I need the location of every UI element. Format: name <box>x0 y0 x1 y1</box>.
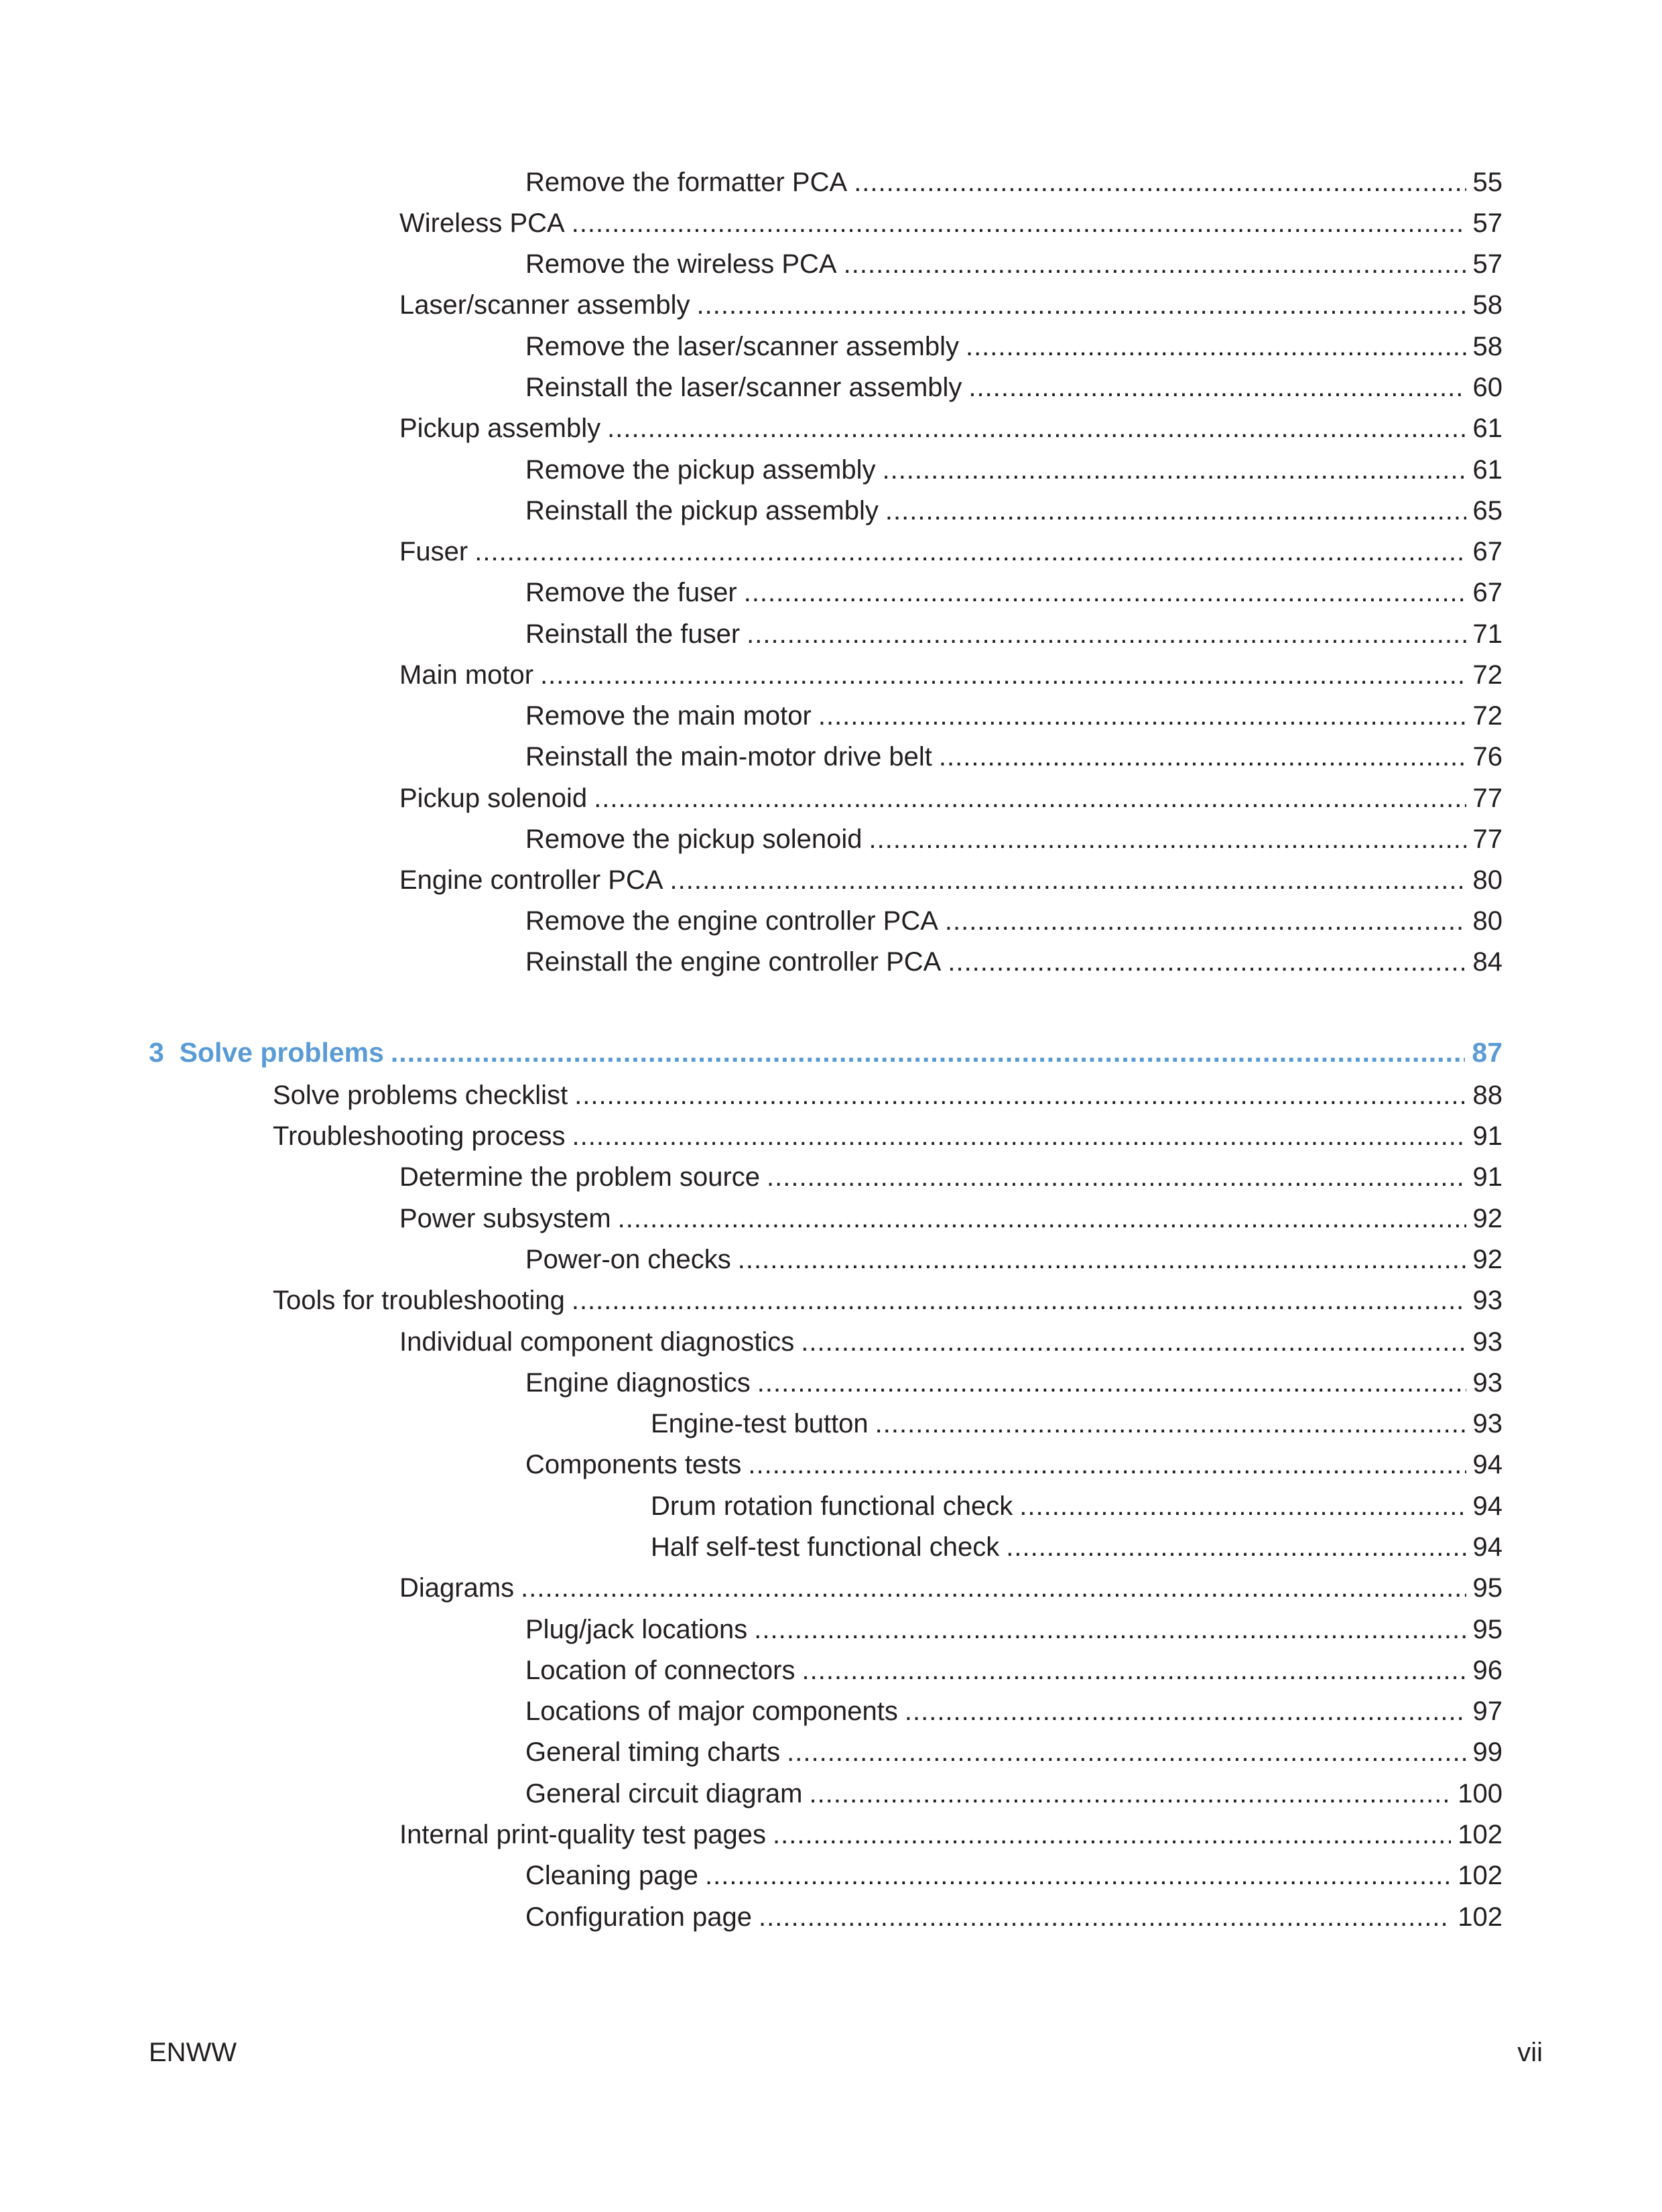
toc-entry[interactable] <box>525 1609 1503 1650</box>
toc-entry[interactable] <box>525 1445 1503 1485</box>
toc-entry-title: Remove the main motor <box>525 701 812 731</box>
toc-entry-page: 88 <box>1472 1081 1503 1110</box>
dot-leader <box>948 942 1466 982</box>
toc-entry[interactable] <box>399 285 1503 325</box>
dot-leader <box>391 1032 1465 1072</box>
toc-entry-page: 80 <box>1472 906 1503 936</box>
toc-entry-page: 60 <box>1472 373 1503 402</box>
toc-entry[interactable] <box>525 491 1503 531</box>
toc-entry-title: Remove the engine controller PCA <box>525 906 938 936</box>
toc-entry-page: 91 <box>1472 1162 1503 1192</box>
dot-leader <box>705 1855 1451 1896</box>
dot-leader <box>939 737 1466 777</box>
dot-leader <box>757 1363 1466 1403</box>
toc-entry-title: Reinstall the laser/scanner assembly <box>525 373 962 402</box>
toc-entry-page: 61 <box>1472 455 1503 485</box>
toc-entry-title: Half self-test functional check <box>651 1532 1000 1562</box>
dot-leader <box>748 1445 1466 1485</box>
toc-entry-page: 102 <box>1458 1902 1503 1932</box>
toc-entry[interactable] <box>399 778 1503 818</box>
toc-entry-title: Remove the wireless PCA <box>525 249 837 279</box>
toc-entry-title: Troubleshooting process <box>273 1121 566 1151</box>
dot-leader <box>767 1157 1466 1197</box>
toc-entry-title: Components tests <box>525 1450 742 1479</box>
toc-entry-title: Pickup solenoid <box>399 784 588 813</box>
toc-entry-title: Determine the problem source <box>399 1162 761 1192</box>
toc-entry-page: 72 <box>1472 701 1503 731</box>
toc-entry[interactable] <box>399 1568 1503 1608</box>
toc-entry[interactable] <box>525 696 1503 736</box>
toc-entry-page: 77 <box>1472 824 1503 854</box>
toc-entry[interactable] <box>525 1691 1503 1731</box>
toc-entry[interactable] <box>273 1075 1503 1115</box>
dot-leader <box>759 1897 1451 1937</box>
dot-leader <box>697 285 1466 325</box>
toc-entry[interactable] <box>525 819 1503 859</box>
toc-entry[interactable] <box>273 1116 1503 1156</box>
toc-entry[interactable] <box>525 1363 1503 1403</box>
toc-entry-title: Reinstall the fuser <box>525 619 741 649</box>
toc-entry-title: Engine diagnostics <box>525 1368 751 1398</box>
toc-entry-page: 92 <box>1472 1204 1503 1233</box>
toc-chapter-heading[interactable] <box>149 1032 1503 1072</box>
toc-entry-title: Locations of major components <box>525 1697 898 1726</box>
toc-entry[interactable] <box>273 1280 1503 1320</box>
toc-entry-page: 91 <box>1472 1121 1503 1151</box>
dot-leader <box>787 1732 1466 1772</box>
dot-leader <box>968 367 1466 408</box>
toc-entry-title: Remove the fuser <box>525 578 737 607</box>
toc-entry[interactable] <box>525 901 1503 941</box>
toc-entry-title: Individual component diagnostics <box>399 1327 795 1357</box>
toc-entry-title: General timing charts <box>525 1737 781 1767</box>
toc-entry[interactable] <box>525 1239 1503 1280</box>
footer-language-code: ENWW <box>149 2038 237 2067</box>
toc-entry-title: Reinstall the pickup assembly <box>525 496 879 526</box>
toc-entry-page: 93 <box>1472 1286 1503 1315</box>
toc-entry-page: 71 <box>1472 619 1503 649</box>
dot-leader <box>801 1322 1466 1362</box>
toc-entry-page: 80 <box>1472 865 1503 895</box>
toc-entry-page: 93 <box>1472 1409 1503 1438</box>
toc-entry-page: 57 <box>1472 208 1503 238</box>
dot-leader <box>869 819 1466 859</box>
toc-entry[interactable] <box>525 1897 1503 1937</box>
dot-leader <box>540 655 1466 695</box>
dot-leader <box>810 1774 1452 1814</box>
dot-leader <box>474 532 1466 572</box>
toc-entry[interactable] <box>399 408 1503 448</box>
toc-entry-page: 72 <box>1472 660 1503 690</box>
dot-leader <box>945 901 1466 941</box>
toc-entry-title: Reinstall the engine controller PCA <box>525 947 942 977</box>
toc-entry-title: Configuration page <box>525 1902 753 1932</box>
toc-entry[interactable] <box>525 1732 1503 1772</box>
toc-entry[interactable] <box>525 326 1503 367</box>
toc-entry[interactable] <box>399 1322 1503 1362</box>
dot-leader <box>670 860 1466 900</box>
toc-entry[interactable] <box>399 1157 1503 1197</box>
toc-entry[interactable] <box>525 1855 1503 1896</box>
toc-entry-title: Location of connectors <box>525 1656 795 1685</box>
toc-entry-page: 76 <box>1472 742 1503 772</box>
toc-entry[interactable] <box>525 162 1503 202</box>
dot-leader <box>572 1116 1466 1156</box>
dot-leader <box>773 1815 1451 1855</box>
dot-leader <box>905 1691 1466 1731</box>
toc-entry-page: 67 <box>1472 537 1503 566</box>
toc-entry[interactable] <box>525 244 1503 284</box>
footer-page-number: vii <box>1517 2038 1543 2067</box>
toc-entry-page: 102 <box>1458 1861 1503 1890</box>
toc-entry-page: 65 <box>1472 496 1503 526</box>
toc-entry[interactable] <box>399 203 1503 243</box>
toc-entry[interactable] <box>399 532 1503 572</box>
toc-entry-page: 94 <box>1472 1491 1503 1521</box>
toc-entry-page: 58 <box>1472 290 1503 320</box>
dot-leader <box>744 572 1466 613</box>
dot-leader <box>818 696 1466 736</box>
dot-leader <box>607 408 1466 448</box>
toc-entry-page: 97 <box>1472 1697 1503 1726</box>
toc-entry-title: Pickup assembly <box>399 414 601 443</box>
toc-entry-page: 77 <box>1472 784 1503 813</box>
dot-leader <box>1019 1486 1466 1526</box>
toc-entry[interactable] <box>525 942 1503 982</box>
toc-entry-title: Power-on checks <box>525 1245 731 1274</box>
dot-leader <box>738 1239 1466 1280</box>
toc-entry-title: Power subsystem <box>399 1204 611 1233</box>
dot-leader <box>1006 1527 1466 1567</box>
toc-entry[interactable] <box>525 572 1503 613</box>
dot-leader <box>875 1404 1466 1444</box>
toc-entry[interactable] <box>399 860 1503 900</box>
toc-entry-page: 95 <box>1472 1573 1503 1603</box>
toc-entry-title: Wireless PCA <box>399 208 565 238</box>
toc-entry-page: 93 <box>1472 1368 1503 1398</box>
toc-entry[interactable] <box>399 1199 1503 1239</box>
dot-leader <box>885 491 1466 531</box>
toc-entry-title: Diagrams <box>399 1573 515 1603</box>
toc-entry-title: Reinstall the main-motor drive belt <box>525 742 932 772</box>
toc-entry-title: General circuit diagram <box>525 1779 803 1808</box>
toc-entry-title: Tools for troubleshooting <box>273 1286 565 1315</box>
dot-leader <box>754 1609 1466 1650</box>
toc-entry-page: 95 <box>1472 1615 1503 1644</box>
toc-entry-page: 58 <box>1472 332 1503 361</box>
toc-entry-title: Cleaning page <box>525 1861 698 1890</box>
toc-entry[interactable] <box>651 1486 1503 1526</box>
dot-leader <box>882 450 1466 490</box>
toc-entry-page: 94 <box>1472 1532 1503 1562</box>
toc-entry-title: Main motor <box>399 660 534 690</box>
dot-leader <box>747 614 1466 654</box>
toc-entry-page: 93 <box>1472 1327 1503 1357</box>
toc-entry-page: 92 <box>1472 1245 1503 1274</box>
chapter-title: 3 Solve problems <box>149 1037 384 1068</box>
toc-entry-page: 94 <box>1472 1450 1503 1479</box>
toc-entry-title: Remove the pickup solenoid <box>525 824 862 854</box>
toc-entry-title: Remove the laser/scanner assembly <box>525 332 959 361</box>
dot-leader <box>966 326 1466 367</box>
toc-entry-page: 61 <box>1472 414 1503 443</box>
dot-leader <box>572 1280 1466 1320</box>
toc-entry-title: Remove the pickup assembly <box>525 455 876 485</box>
toc-entry-page: 96 <box>1472 1656 1503 1685</box>
toc-entry-page: 99 <box>1472 1737 1503 1767</box>
dot-leader <box>854 162 1466 202</box>
toc-entry-title: Solve problems checklist <box>273 1081 568 1110</box>
toc-entry[interactable] <box>525 1650 1503 1691</box>
toc-entry-page: 100 <box>1458 1779 1503 1808</box>
toc-entry[interactable] <box>525 737 1503 777</box>
dot-leader <box>618 1199 1466 1239</box>
toc-entry[interactable] <box>651 1527 1503 1567</box>
toc-entry[interactable] <box>399 655 1503 695</box>
dot-leader <box>844 244 1466 284</box>
toc-entry-page: 57 <box>1472 249 1503 279</box>
dot-leader <box>521 1568 1466 1608</box>
toc-entry-title: Plug/jack locations <box>525 1615 748 1644</box>
dot-leader <box>594 778 1466 818</box>
toc-entry-page: 102 <box>1458 1820 1503 1849</box>
toc-entry-title: Laser/scanner assembly <box>399 290 690 320</box>
toc-entry-title: Fuser <box>399 537 468 566</box>
toc-entry[interactable] <box>651 1404 1503 1444</box>
toc-entry[interactable] <box>399 1815 1503 1855</box>
toc-entry-title: Engine-test button <box>651 1409 869 1438</box>
dot-leader <box>572 203 1466 243</box>
toc-entry[interactable] <box>525 367 1503 408</box>
dot-leader <box>574 1075 1466 1115</box>
toc-entry[interactable] <box>525 1774 1503 1814</box>
toc-entry-title: Remove the formatter PCA <box>525 168 848 197</box>
toc-entry[interactable] <box>525 450 1503 490</box>
toc-entry-page: 67 <box>1472 578 1503 607</box>
toc-entry-title: Drum rotation functional check <box>651 1491 1013 1521</box>
dot-leader <box>802 1650 1466 1691</box>
toc-entry[interactable] <box>525 614 1503 654</box>
toc-entry-page: 55 <box>1472 168 1503 197</box>
toc-entry-page: 84 <box>1472 947 1503 977</box>
toc-entry-title: Internal print-quality test pages <box>399 1820 766 1849</box>
toc-entry-title: Engine controller PCA <box>399 865 663 895</box>
chapter-page: 87 <box>1472 1037 1503 1068</box>
